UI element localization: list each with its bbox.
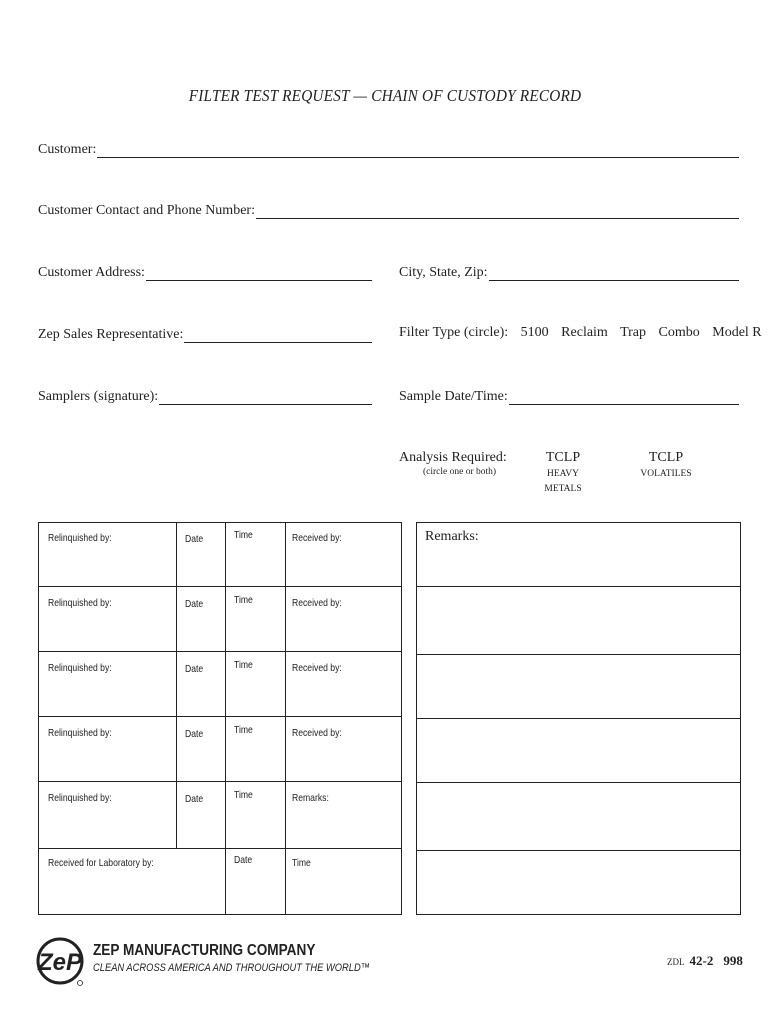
row-divider xyxy=(39,716,401,717)
filter-type-label: Filter Type (circle): xyxy=(399,325,509,340)
address-field[interactable] xyxy=(38,265,372,281)
time-label[interactable]: Time xyxy=(234,594,253,606)
tclp-sub: VOLATILES xyxy=(640,469,692,479)
received-label[interactable]: Received by: xyxy=(292,597,342,609)
form-number xyxy=(667,953,743,969)
row-divider xyxy=(39,848,401,849)
samplers-field[interactable] xyxy=(38,389,372,405)
city-line[interactable] xyxy=(489,267,739,281)
row-divider xyxy=(417,782,740,783)
city-label: City, State, Zip: xyxy=(399,265,488,280)
time-label[interactable]: Time xyxy=(234,529,253,541)
customer-field[interactable] xyxy=(38,142,739,158)
date-label[interactable]: Date xyxy=(185,793,204,805)
samplers-label: Samplers (signature): xyxy=(38,389,159,404)
logo-text: ZeP xyxy=(37,949,83,976)
relinquished-label[interactable]: Relinquished by: xyxy=(48,727,112,739)
samplers-line[interactable] xyxy=(159,391,372,405)
company-slogan: CLEAN ACROSS AMERICA AND THROUGHOUT THE WORLD™ xyxy=(93,962,371,974)
analysis-note: (circle one or both) xyxy=(423,467,497,477)
tclp-sub: HEAVY xyxy=(546,469,580,479)
received-label[interactable]: Received by: xyxy=(292,727,342,739)
analysis-label: Analysis Required: xyxy=(399,450,507,465)
relinquished-label[interactable]: Relinquished by: xyxy=(48,792,112,804)
sales-rep-label: Zep Sales Representative: xyxy=(38,327,184,342)
customer-line[interactable] xyxy=(97,144,739,158)
sample-date-line[interactable] xyxy=(509,391,739,405)
remarks-label: Remarks: xyxy=(425,529,479,544)
remarks-small-label[interactable]: Remarks: xyxy=(292,792,329,804)
tclp-title: TCLP xyxy=(545,450,581,465)
time-label[interactable]: Time xyxy=(292,857,311,869)
received-label[interactable]: Received by: xyxy=(292,662,342,674)
tclp-volatiles-option[interactable] xyxy=(626,450,706,482)
customer-label: Customer: xyxy=(38,142,97,157)
sample-date-field[interactable] xyxy=(399,389,739,405)
relinquished-label[interactable]: Relinquished by: xyxy=(48,532,112,544)
company-name: ZEP MANUFACTURING COMPANY xyxy=(93,942,316,959)
row-divider xyxy=(39,781,401,782)
received-label[interactable]: Received by: xyxy=(292,532,342,544)
form-date: 998 xyxy=(723,953,743,968)
row-divider xyxy=(417,850,740,851)
column-divider xyxy=(225,523,226,914)
relinquished-label[interactable]: Relinquished by: xyxy=(48,597,112,609)
address-label: Customer Address: xyxy=(38,265,145,280)
time-label[interactable]: Time xyxy=(234,724,253,736)
row-divider xyxy=(417,654,740,655)
date-label[interactable]: Date xyxy=(185,728,204,740)
column-divider xyxy=(176,523,177,848)
row-divider xyxy=(417,718,740,719)
time-label[interactable]: Time xyxy=(234,659,253,671)
zep-logo-icon xyxy=(36,937,86,987)
filter-type-option[interactable]: Trap xyxy=(620,325,647,340)
column-divider xyxy=(285,523,286,914)
time-label[interactable]: Time xyxy=(234,789,253,801)
sample-date-label: Sample Date/Time: xyxy=(399,389,508,404)
relinquished-label[interactable]: Relinquished by: xyxy=(48,662,112,674)
contact-label: Customer Contact and Phone Number: xyxy=(38,203,255,218)
date-label[interactable]: Date xyxy=(185,533,204,545)
row-divider xyxy=(39,651,401,652)
filter-type-option[interactable]: 5100 xyxy=(520,325,549,340)
tclp-sub: METALS xyxy=(544,484,582,494)
form-title: FILTER TEST REQUEST — CHAIN OF CUSTODY RECORD xyxy=(188,86,582,105)
city-field[interactable] xyxy=(399,265,739,281)
date-label[interactable]: Date xyxy=(185,598,204,610)
tclp-title: TCLP xyxy=(648,450,684,465)
analysis-required xyxy=(399,450,507,477)
date-label[interactable]: Date xyxy=(185,663,204,675)
address-line[interactable] xyxy=(146,267,372,281)
filter-type-group xyxy=(399,325,762,341)
custody-table xyxy=(38,522,402,915)
sales-rep-field[interactable] xyxy=(38,327,372,343)
contact-line[interactable] xyxy=(256,205,739,219)
form-prefix: ZDL xyxy=(667,957,685,967)
tclp-heavy-metals-option[interactable] xyxy=(528,450,598,497)
contact-field[interactable] xyxy=(38,203,739,219)
form-id: 42-2 xyxy=(689,953,714,968)
sales-rep-line[interactable] xyxy=(184,329,372,343)
row-divider xyxy=(417,586,740,587)
filter-type-option[interactable]: Reclaim xyxy=(561,325,608,340)
remarks-table[interactable] xyxy=(416,522,741,915)
filter-type-option[interactable]: Model R xyxy=(712,325,762,340)
received-for-lab-label[interactable]: Received for Laboratory by: xyxy=(48,857,154,869)
date-label[interactable]: Date xyxy=(234,854,253,866)
row-divider xyxy=(39,586,401,587)
filter-type-option[interactable]: Combo xyxy=(658,325,700,340)
